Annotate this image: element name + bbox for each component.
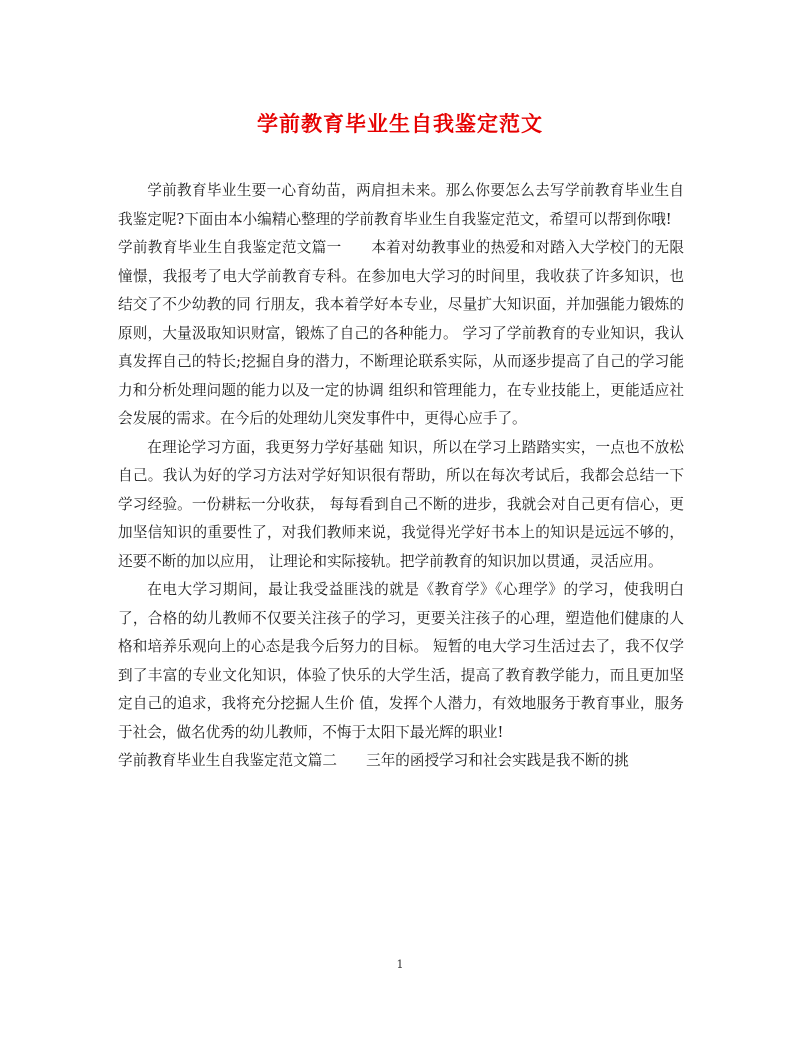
- paragraph-intro: 学前教育毕业生要一心育幼苗，两肩担未来。那么你要怎么去写学前教育毕业生自我鉴定呢?下面由本小编精心整理的学前教育毕业生自我鉴定范文，希望可以帮到你哦!: [118, 182, 684, 228]
- paragraph-article-one: 学前教育毕业生自我鉴定范文篇一 本着对幼教事业的热爱和对踏入大学校门的无限憧憬，我报考了电大学前教育专科。在参加电大学习的时间里，我收获了许多知识，也结交了不少幼教的同 行朋友，我本着学好本专业，尽量扩大知识面，并加强能力锻炼的原则，大量汲取知识财富，锻炼了自己的各种能力。 学习了学前教育的专业知识，我认真发挥自己的特长;挖掘自身的潜力，不断理论联系实际，从而逐步提高了自己的学习能力和分析处理问题的能力以及一定的协调 组织和管理能力，在专业技能上，更能适应社会发展的需求。在今后的处理幼儿突发事件中，更得心应手了。: [118, 239, 684, 427]
- document-title: 学前教育毕业生自我鉴定范文: [257, 111, 543, 136]
- page-number: 1: [396, 958, 404, 971]
- paragraph-theory-study: 在理论学习方面，我更努力学好基础 知识，所以在学习上踏踏实实，一点也不放松自己。我认为好的学习方法对学好知识很有帮助，所以在每次考试后，我都会总结一下学习经验。一份耕耘一分收获， 每每看到自己不断的进步，我就会对自己更有信心，更加坚信知识的重要性了，对我们教师来说，我觉得光学好书本上的知识是远远不够的，还要不断的加以应用， 让理论和实际接轨。把学前教育的知识加以贯通，灵活应用。: [118, 438, 684, 570]
- paragraph-study-period: 在电大学习期间，最让我受益匪浅的就是《教育学》《心理学》的学习，使我明白 了，合格的幼儿教师不仅要关注孩子的学习，更要关注孩子的心理，塑造他们健康的人格和培养乐观向上的心态是我今后努力的目标。 短暂的电大学习生活过去了，我不仅学到了丰富的专业文化知识，体验了快乐的大学生活，提高了教育教学能力，而且更加坚定自己的追求，我将充分挖掘人生价 值，发挥个人潜力，有效地服务于教育事业，服务于社会，做名优秀的幼儿教师，不悔于太阳下最光辉的职业!: [118, 581, 684, 741]
- document-body: [118, 177, 684, 776]
- paragraph-article-two: 学前教育毕业生自我鉴定范文篇二 三年的函授学习和社会实践是我不断的挑: [118, 752, 629, 769]
